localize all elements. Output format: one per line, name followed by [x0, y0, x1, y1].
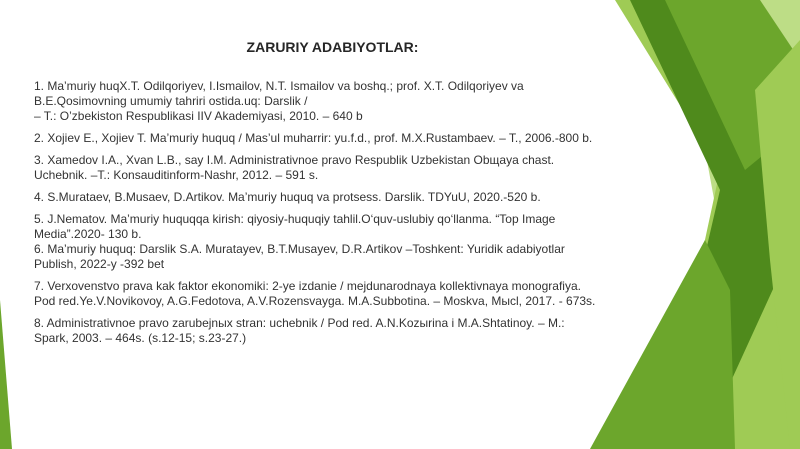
reference-line: 6. Ma’muriy huquq: Darslik S.A. Muratayev, B.T.Musayev, D.R.Artikov –Toshkent: Yuridik adabiyotlar — [34, 242, 565, 256]
reference-line: Pod red.Ye.V.Novikovoy, A.G.Fedotova, A.V.Rozensvayga. M.A.Subbotina. – Moskva, Mысl, 2017. - 673s. — [34, 294, 596, 308]
reference-item — [34, 153, 634, 183]
reference-line: Spark, 2003. – 464s. (s.12-15; s.23-27.) — [34, 331, 247, 345]
reference-gap — [34, 309, 634, 316]
reference-gap — [34, 272, 634, 279]
reference-item — [34, 79, 634, 124]
reference-line: 7. Verxovenstvo prava kak faktor ekonomiki: 2-ye izdanie / mejdunarodnaya kollektivnaya monografiya. — [34, 279, 581, 293]
reference-line: 1. Ma’muriy huqX.T. Odilqoriyev, I.Ismailov, N.T. Ismailov va boshq.; prof. X.T. Odilqoriyev va — [34, 79, 524, 93]
reference-item — [34, 190, 634, 205]
reference-line: – T.: O’zbekiston Respublikasi IIV Akademiyasi, 2010. – 640 b — [34, 109, 363, 123]
reference-line: 8. Administrativnoe pravo zarubejnых stran: uchebnik / Pod red. A.N.Kozыrina i M.A.Shtatinoy. – M.: — [34, 316, 565, 330]
reference-line: 2. Xojiev E., Xojiev T. Ma’muriy huquq / Mas’ul muharrir: yu.f.d., prof. M.X.Rustambaev. – T., 2006.-800 b. — [34, 131, 593, 145]
reference-gap — [34, 124, 634, 131]
reference-item — [34, 316, 634, 346]
reference-line: B.E.Qosimovning umumiy tahriri ostida.uq: Darslik / — [34, 94, 308, 108]
reference-list — [34, 79, 634, 346]
reference-gap — [34, 146, 634, 153]
reference-line: 5. J.Nematov. Ma’muriy huquqqa kirish: qiyosiy-huquqiy tahlil.O‘quv-uslubiy qo‘llanma. “Top Image — [34, 212, 556, 226]
reference-gap — [34, 183, 634, 190]
reference-line: Uchebnik. –T.: Konsauditinform-Nashr, 2012. – 591 s. — [34, 168, 319, 182]
reference-item — [34, 279, 634, 309]
reference-line: 4. S.Murataev, B.Musaev, D.Artikov. Ma’muriy huquq va protsess. Darslik. TDYuU, 2020.-520 b. — [34, 190, 541, 204]
reference-line: Media”.2020- 130 b. — [34, 227, 142, 241]
reference-item — [34, 131, 634, 146]
reference-line: 3. Xamedov I.A., Xvan L.B., say I.M. Administrativnoe pravo Respublik Uzbekistan Obщaya chast. — [34, 153, 555, 167]
slide-title: ZARURIY ADABIYOTLAR: — [246, 39, 419, 55]
reference-gap — [34, 205, 634, 212]
reference-line: Publish, 2022-y -392 bet — [34, 257, 165, 271]
reference-item — [34, 212, 634, 272]
